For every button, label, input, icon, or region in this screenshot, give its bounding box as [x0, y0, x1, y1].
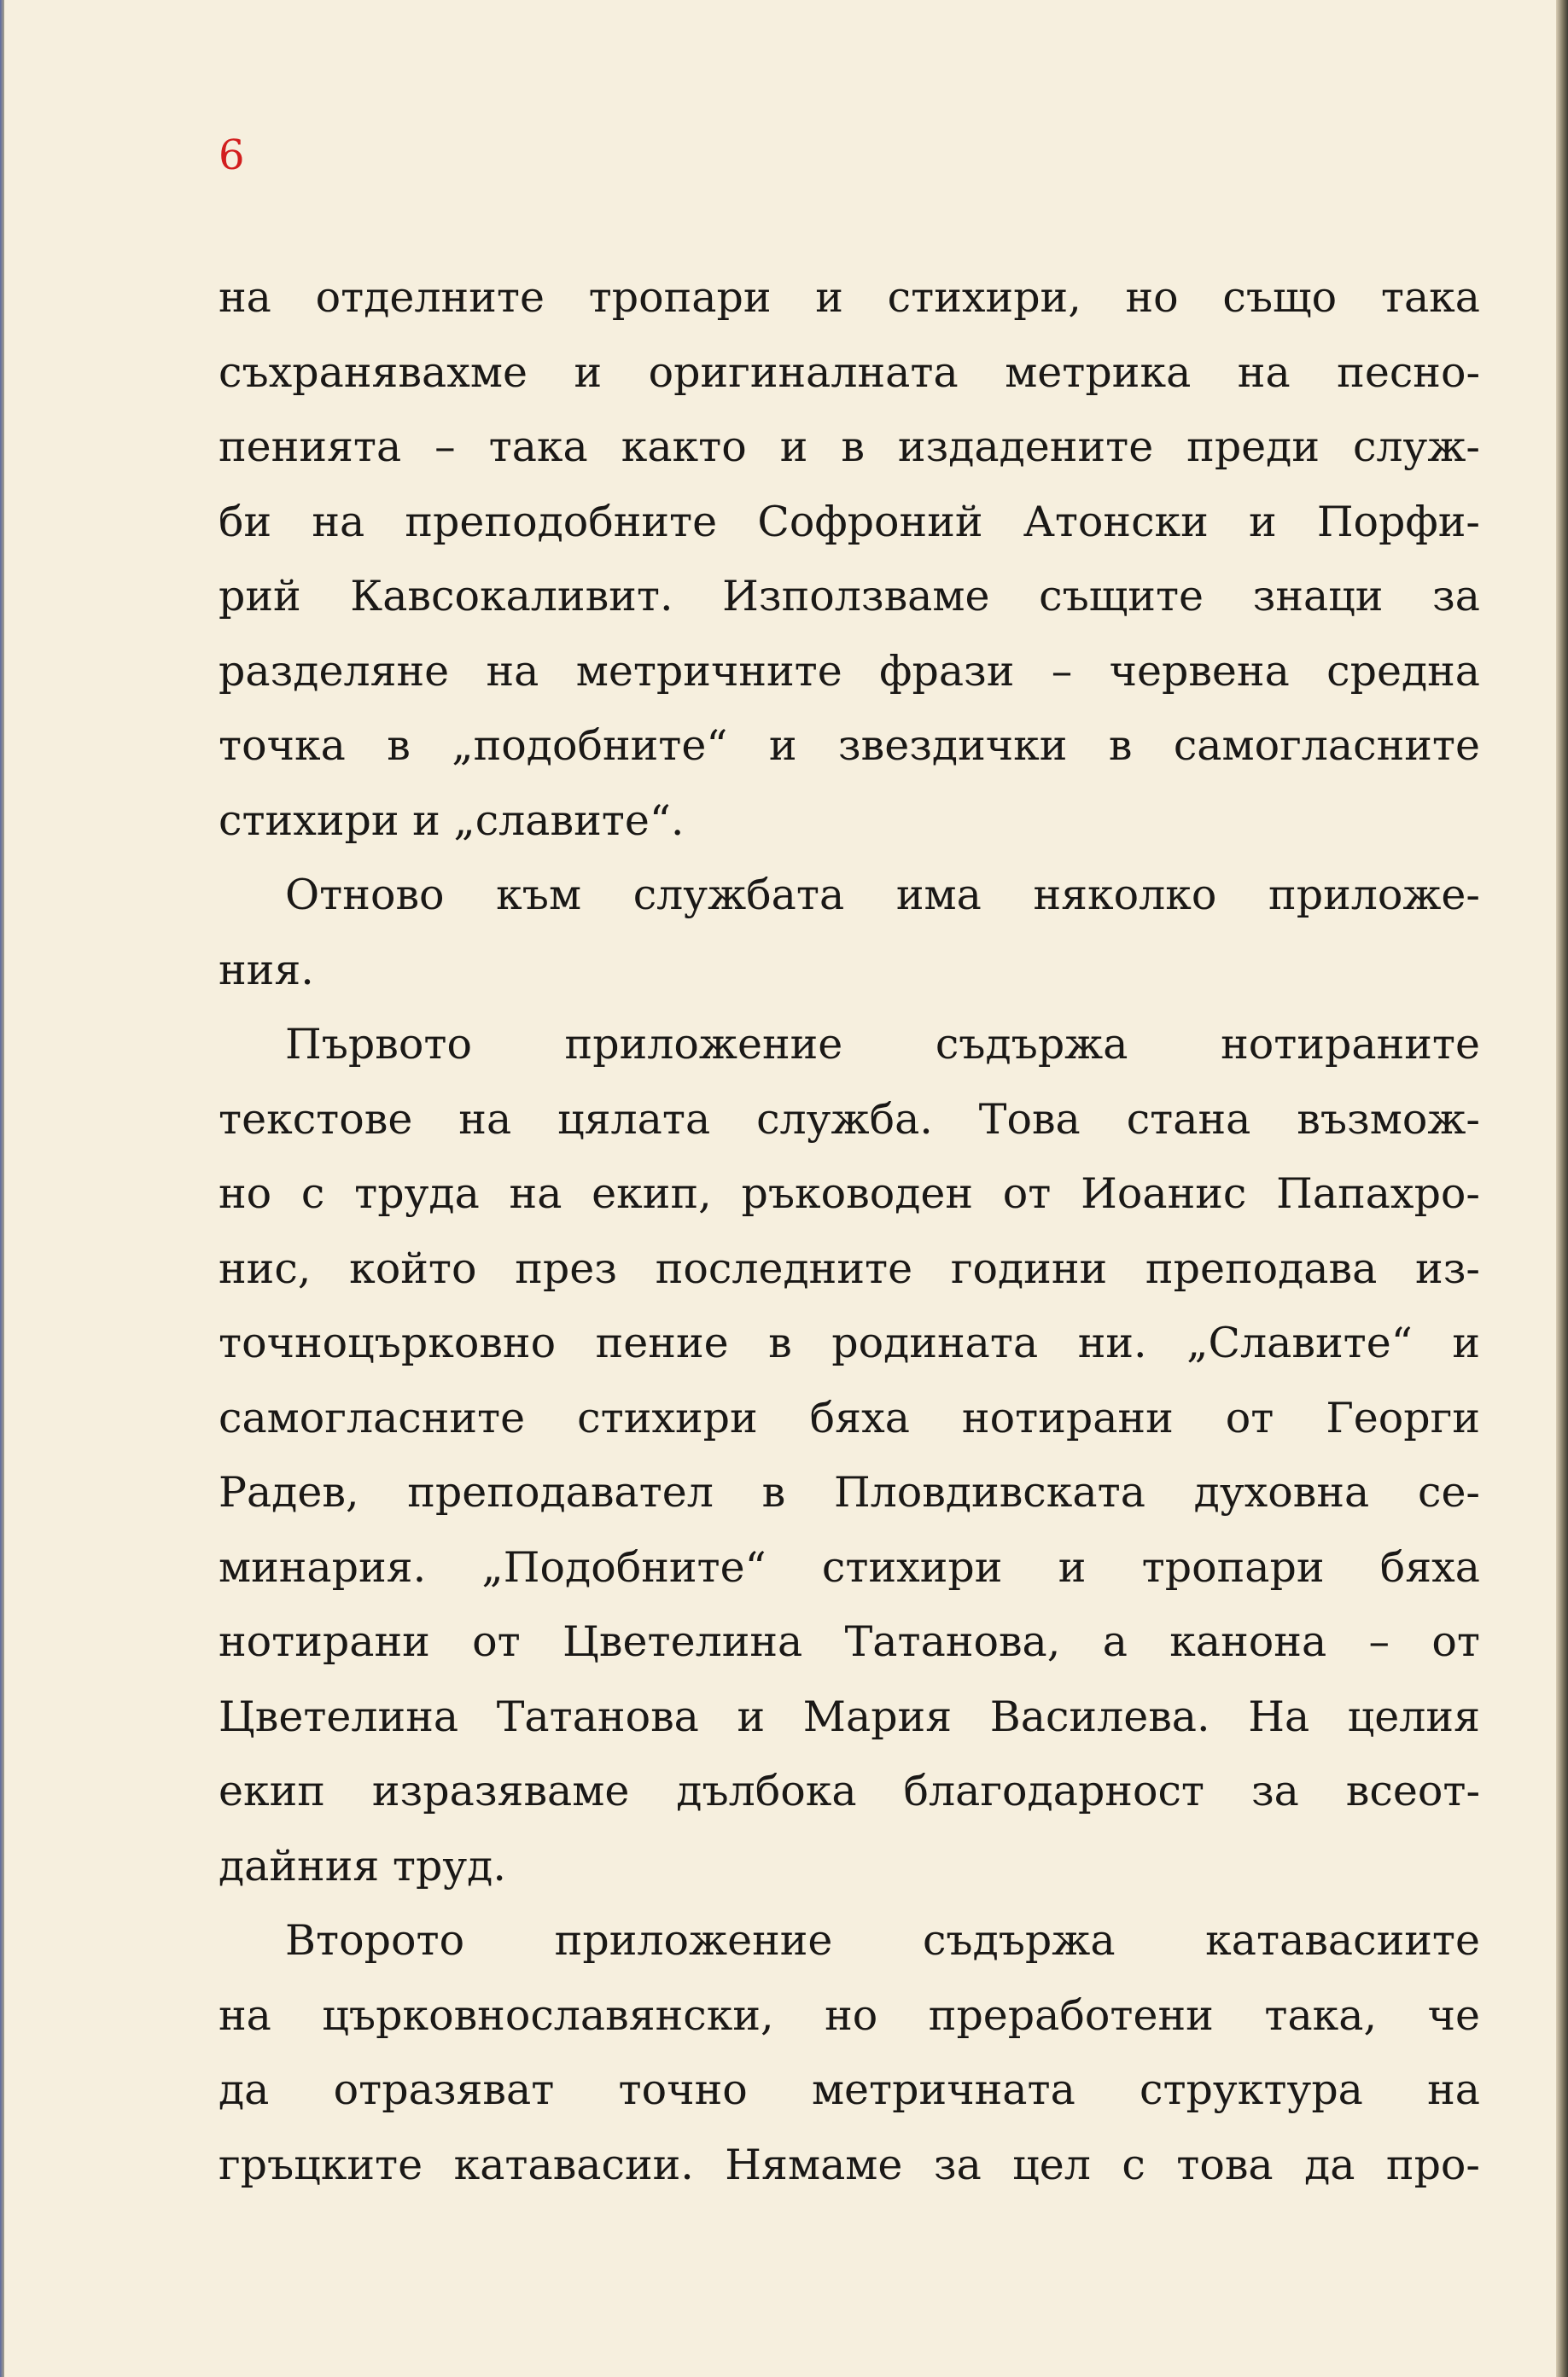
- text-line: на църковнославянски, но преработени така, че: [219, 1990, 1480, 2040]
- text-line: но с труда на екип, ръководен от Иоанис Папахро-: [219, 1169, 1480, 1218]
- text-line: текстове на цялата служба. Това стана възмож-: [219, 1094, 1480, 1144]
- text-line: рий Кавсокаливит. Използваме същите знаци за: [219, 572, 1480, 620]
- text-line: би на преподобните Софроний Атонски и Порфи-: [219, 497, 1480, 546]
- body-text: [219, 260, 1480, 2202]
- text-line: Отново към службата има няколко приложе-: [285, 871, 1480, 919]
- text-line: самогласните стихири бяха нотирани от Георги: [219, 1393, 1480, 1442]
- page-left-edge: [0, 0, 4, 2377]
- text-line: пенията – така както и в издадените преди служ-: [219, 422, 1480, 471]
- text-line: гръцките катавасии. Нямаме за цел с това да про-: [219, 2140, 1480, 2189]
- text-line: точка в „подобните“ и звездички в самогласните: [219, 721, 1480, 770]
- page-right-edge: [1556, 0, 1568, 2377]
- text-line: съхранявахме и оригиналната метрика на песно-: [219, 347, 1480, 397]
- text-line: Първото приложение съдържа нотираните: [285, 1020, 1480, 1069]
- page-number: 6: [219, 131, 245, 179]
- text-line: минария. „Подобните“ стихири и тропари бяха: [219, 1542, 1480, 1592]
- text-line: стихири и „славите“.: [219, 795, 685, 845]
- text-line: Радев, преподавател в Пловдивската духовна се-: [219, 1468, 1480, 1517]
- text-line: нотирани от Цветелина Татанова, а канона – от: [219, 1617, 1480, 1666]
- text-line: Цветелина Татанова и Мария Василева. На целия: [219, 1692, 1480, 1741]
- text-line: дайния труд.: [219, 1841, 506, 1891]
- text-line: ния.: [219, 945, 314, 994]
- text-line: разделяне на метричните фрази – червена средна: [219, 646, 1480, 696]
- text-line: Второто приложение съдържа катавасиите: [285, 1916, 1480, 1965]
- text-line: екип изразяваме дълбока благодарност за всеот-: [219, 1767, 1480, 1815]
- text-line: нис, който през последните години преподава из-: [219, 1244, 1480, 1293]
- text-line: точноцърковно пение в родината ни. „Славите“ и: [219, 1319, 1480, 1367]
- text-line: да отразяват точно метричната структура на: [219, 2065, 1480, 2114]
- text-line: на отделните тропари и стихири, но също така: [219, 273, 1480, 322]
